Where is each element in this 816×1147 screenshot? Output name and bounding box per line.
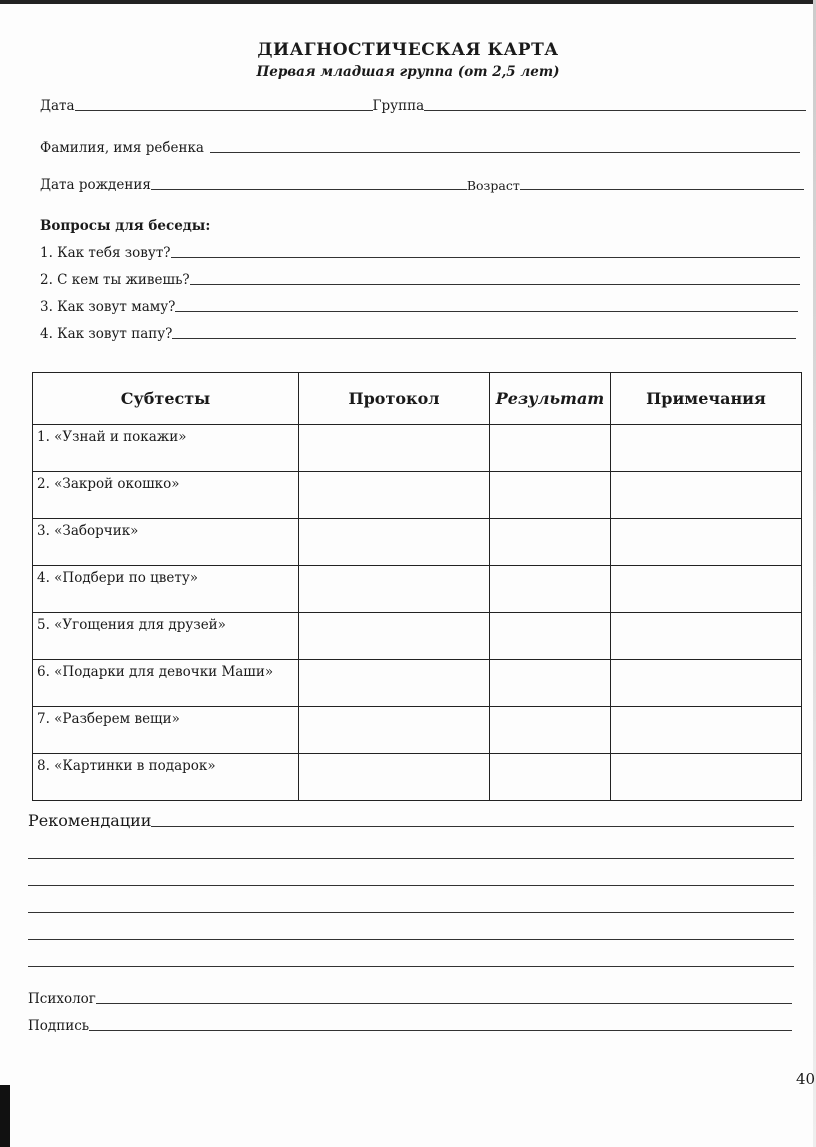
protocol-cell[interactable] (299, 425, 490, 472)
question-row (40, 299, 798, 315)
column-header-notes: Примечания (611, 373, 802, 425)
result-cell[interactable] (490, 754, 611, 801)
subtest-name: 3. «Заборчик» (33, 519, 299, 566)
question-answer-field[interactable] (171, 256, 800, 258)
notes-cell[interactable] (611, 519, 802, 566)
psychologist-label: Психолог (28, 991, 96, 1007)
column-header-protocol: Протокол (299, 373, 490, 425)
table-row (33, 519, 802, 566)
scan-edge-bottom-left (0, 1085, 10, 1147)
notes-cell[interactable] (611, 660, 802, 707)
subtest-name: 4. «Подбери по цвету» (33, 566, 299, 613)
page-title: ДИАГНОСТИЧЕСКАЯ КАРТА (257, 40, 559, 60)
scan-edge-top (0, 0, 816, 4)
question-row (40, 272, 800, 288)
group-field[interactable] (424, 109, 806, 111)
question-label: 3. Как зовут маму? (40, 299, 176, 315)
result-cell[interactable] (490, 425, 611, 472)
recommendations-row (28, 811, 794, 830)
table-row (33, 754, 802, 801)
child-name-label: Фамилия, имя ребенка (40, 140, 204, 156)
questions-header: Вопросы для беседы: (40, 218, 211, 234)
recommendations-line[interactable] (28, 939, 794, 940)
recommendations-line[interactable] (28, 885, 794, 886)
subtest-name: 7. «Разберем вещи» (33, 707, 299, 754)
page-subtitle: Первая младшая группа (от 2,5 лет) (256, 64, 560, 80)
age-field[interactable] (520, 188, 804, 190)
result-cell[interactable] (490, 707, 611, 754)
birth-date-label: Дата рождения (40, 177, 151, 193)
result-cell[interactable] (490, 472, 611, 519)
signature-label: Подпись (28, 1018, 90, 1034)
notes-cell[interactable] (611, 425, 802, 472)
notes-cell[interactable] (611, 707, 802, 754)
signature-row (28, 1018, 792, 1034)
subtest-name: 1. «Узнай и покажи» (33, 425, 299, 472)
table-row (33, 472, 802, 519)
protocol-cell[interactable] (299, 754, 490, 801)
table-row (33, 613, 802, 660)
date-group-row (40, 98, 806, 114)
birth-date-field[interactable] (151, 188, 467, 190)
protocol-cell[interactable] (299, 660, 490, 707)
protocol-cell[interactable] (299, 472, 490, 519)
question-answer-field[interactable] (175, 310, 798, 312)
age-label: Возраст (466, 178, 520, 193)
subtest-name: 5. «Угощения для друзей» (33, 613, 299, 660)
page-number: 40 (796, 1070, 816, 1088)
psychologist-row (28, 991, 792, 1007)
question-row (40, 326, 796, 342)
question-label: 2. С кем ты живешь? (40, 272, 190, 288)
question-label: 4. Как зовут папу? (40, 326, 173, 342)
subtest-name: 8. «Картинки в подарок» (33, 754, 299, 801)
recommendations-line[interactable] (28, 912, 794, 913)
recommendations-line[interactable] (28, 858, 794, 859)
group-label: Группа (372, 98, 425, 114)
result-cell[interactable] (490, 519, 611, 566)
subtest-name: 2. «Закрой окошко» (33, 472, 299, 519)
question-label: 1. Как тебя зовут? (40, 245, 171, 261)
protocol-cell[interactable] (299, 613, 490, 660)
question-row (40, 245, 800, 261)
table-row (33, 707, 802, 754)
notes-cell[interactable] (611, 754, 802, 801)
subtests-table (32, 372, 802, 801)
table-row (33, 425, 802, 472)
table-header-row (33, 373, 802, 425)
date-label: Дата (40, 98, 75, 114)
protocol-cell[interactable] (299, 566, 490, 613)
question-answer-field[interactable] (172, 337, 796, 339)
table-row (33, 566, 802, 613)
protocol-cell[interactable] (299, 707, 490, 754)
column-header-subtests: Субтесты (33, 373, 299, 425)
date-field[interactable] (75, 109, 373, 111)
birth-age-row (40, 177, 804, 193)
notes-cell[interactable] (611, 472, 802, 519)
question-answer-field[interactable] (190, 283, 800, 285)
recommendations-label: Рекомендации (28, 811, 152, 830)
notes-cell[interactable] (611, 613, 802, 660)
subtest-name: 6. «Подарки для девочки Маши» (33, 660, 299, 707)
child-name-field[interactable] (210, 151, 800, 153)
child-name-row (40, 140, 800, 156)
result-cell[interactable] (490, 613, 611, 660)
protocol-cell[interactable] (299, 519, 490, 566)
column-header-result: Результат (490, 373, 611, 425)
table-row (33, 660, 802, 707)
notes-cell[interactable] (611, 566, 802, 613)
result-cell[interactable] (490, 660, 611, 707)
signature-field[interactable] (89, 1029, 792, 1031)
psychologist-field[interactable] (96, 1002, 792, 1004)
recommendations-field[interactable] (151, 825, 794, 827)
recommendations-line[interactable] (28, 966, 794, 967)
result-cell[interactable] (490, 566, 611, 613)
